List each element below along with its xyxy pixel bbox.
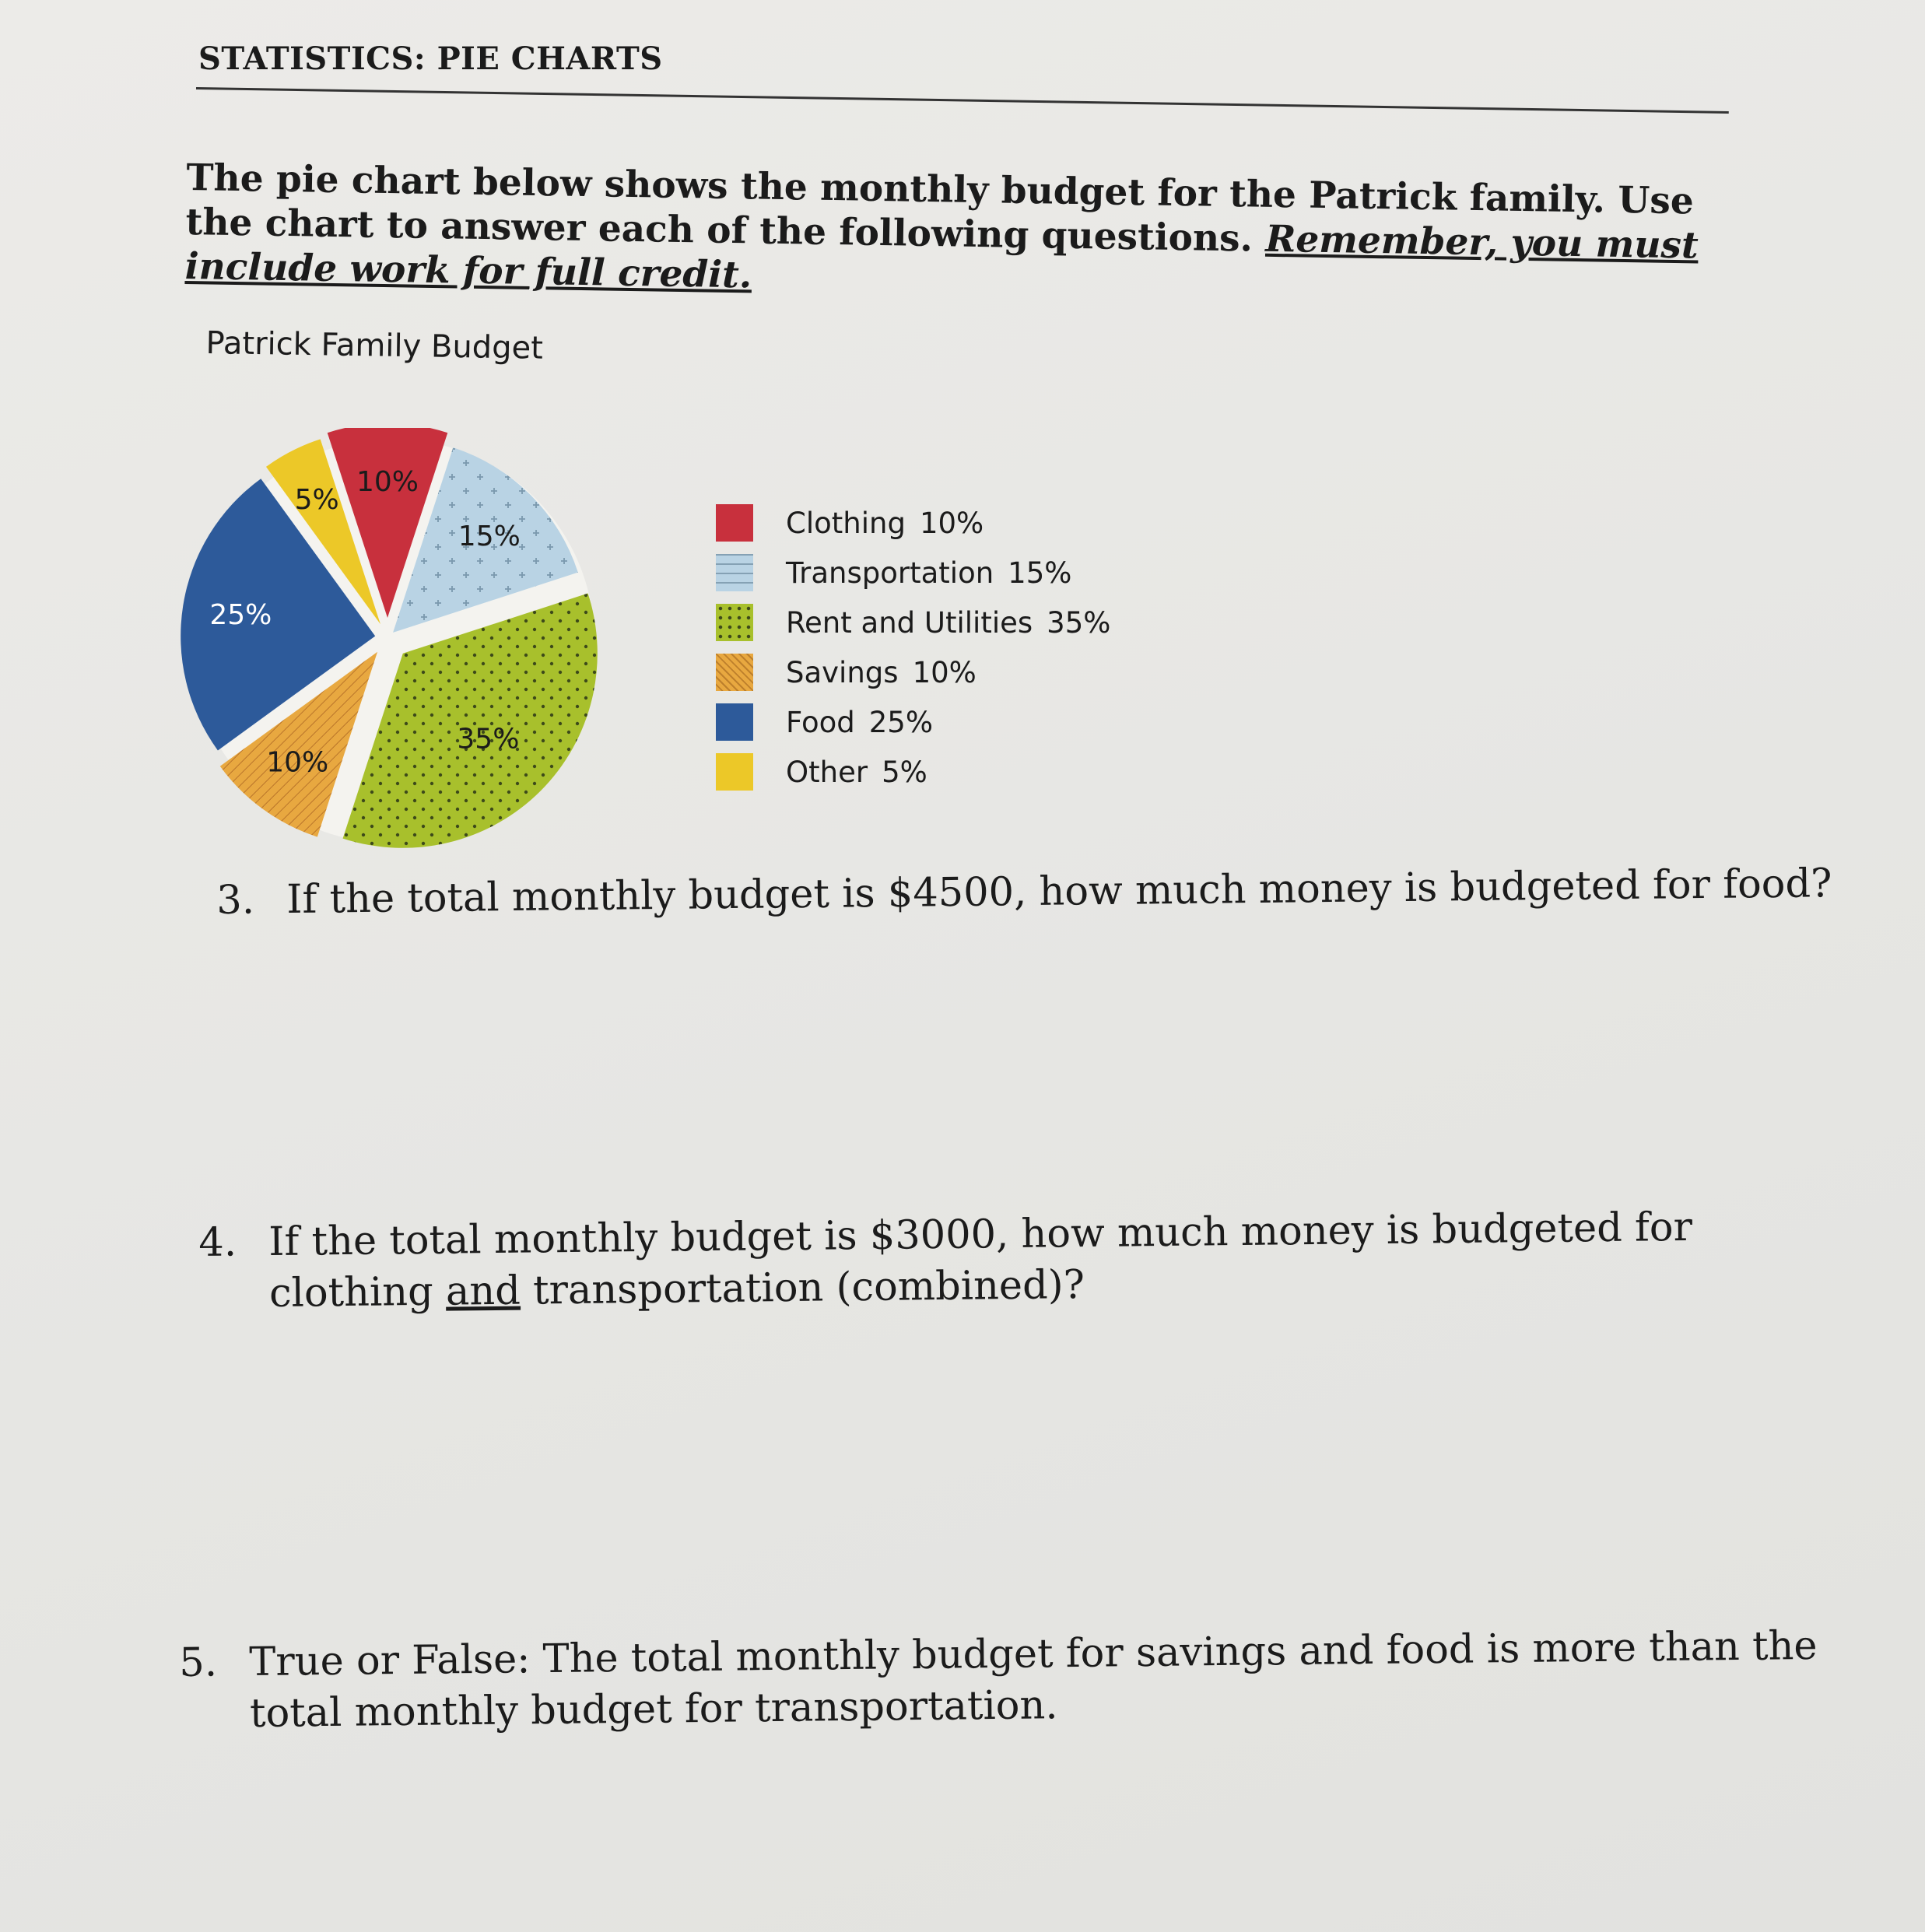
- legend-swatch: [716, 654, 753, 691]
- question-number: 4.: [198, 1219, 237, 1266]
- legend-label: Other: [786, 755, 868, 789]
- legend-item-transportation: [716, 548, 1110, 598]
- question-number: 5.: [179, 1639, 218, 1686]
- legend-item-other: [716, 747, 1110, 797]
- legend-label: Savings: [786, 655, 899, 689]
- legend-swatch: [716, 504, 753, 542]
- question-text: True or False: The total monthly budget for savings and food is more than the total monthly budget for transportation.: [249, 1622, 1818, 1737]
- pie-slice-label-transportation: 15%: [458, 521, 521, 553]
- pie-slice-label-clothing: 10%: [356, 466, 419, 498]
- legend-label: Clothing: [786, 506, 906, 540]
- legend-value: 15%: [1008, 556, 1072, 590]
- legend-item-savings: [716, 647, 1110, 697]
- legend-swatch: [716, 604, 753, 641]
- legend-item-food: [716, 697, 1110, 747]
- question-text: If the total monthly budget is $4500, how much money is budgeted for food?: [286, 861, 1832, 924]
- legend-item-clothing: [716, 498, 1110, 548]
- legend-value: 35%: [1047, 605, 1111, 640]
- question-text-part: transportation (combined)?: [532, 1262, 1085, 1314]
- question-5: [179, 1620, 1892, 1741]
- legend-value: 10%: [919, 506, 984, 540]
- question-text: [268, 1201, 1825, 1320]
- legend-label: Rent and Utilities: [786, 605, 1033, 640]
- pie-slice-label-other: 5%: [294, 483, 339, 516]
- pie-slice-label-food: 25%: [209, 599, 272, 632]
- legend-value: 10%: [912, 655, 977, 689]
- question-3: [216, 857, 1890, 927]
- chart-title: Patrick Family Budget: [205, 325, 544, 366]
- title-rule: [196, 87, 1729, 114]
- legend-value: 25%: [868, 705, 933, 739]
- question-4: [198, 1200, 1872, 1320]
- instructions-requirement: Remember, you must include work for full credit.: [184, 217, 1699, 297]
- instructions: [184, 156, 1727, 313]
- legend-swatch: [716, 554, 753, 591]
- legend-swatch: [716, 703, 753, 741]
- legend-swatch: [716, 753, 753, 791]
- legend-label: Food: [786, 705, 855, 739]
- legend-item-rent-and-utilities: [716, 598, 1110, 647]
- pie-slice-label-savings: 10%: [266, 746, 329, 779]
- question-number: 3.: [216, 877, 255, 924]
- pie-chart: [179, 428, 646, 856]
- legend-label: Transportation: [786, 556, 994, 590]
- question-text-part: If the total monthly budget is $3000, how much money is budgeted for clothing: [268, 1204, 1693, 1317]
- pie-slice-label-rent-and-utilities: 35%: [457, 723, 520, 756]
- instructions-text: The pie chart below shows the monthly budget for the Patrick family. Use the chart to answer each of the following questions.: [185, 156, 1695, 261]
- section-title: STATISTICS: PIE CHARTS: [198, 40, 663, 77]
- question-underlined-word: and: [445, 1268, 521, 1315]
- chart-legend: [716, 498, 1110, 797]
- legend-value: 5%: [882, 755, 927, 789]
- pie-chart-svg: [179, 428, 646, 856]
